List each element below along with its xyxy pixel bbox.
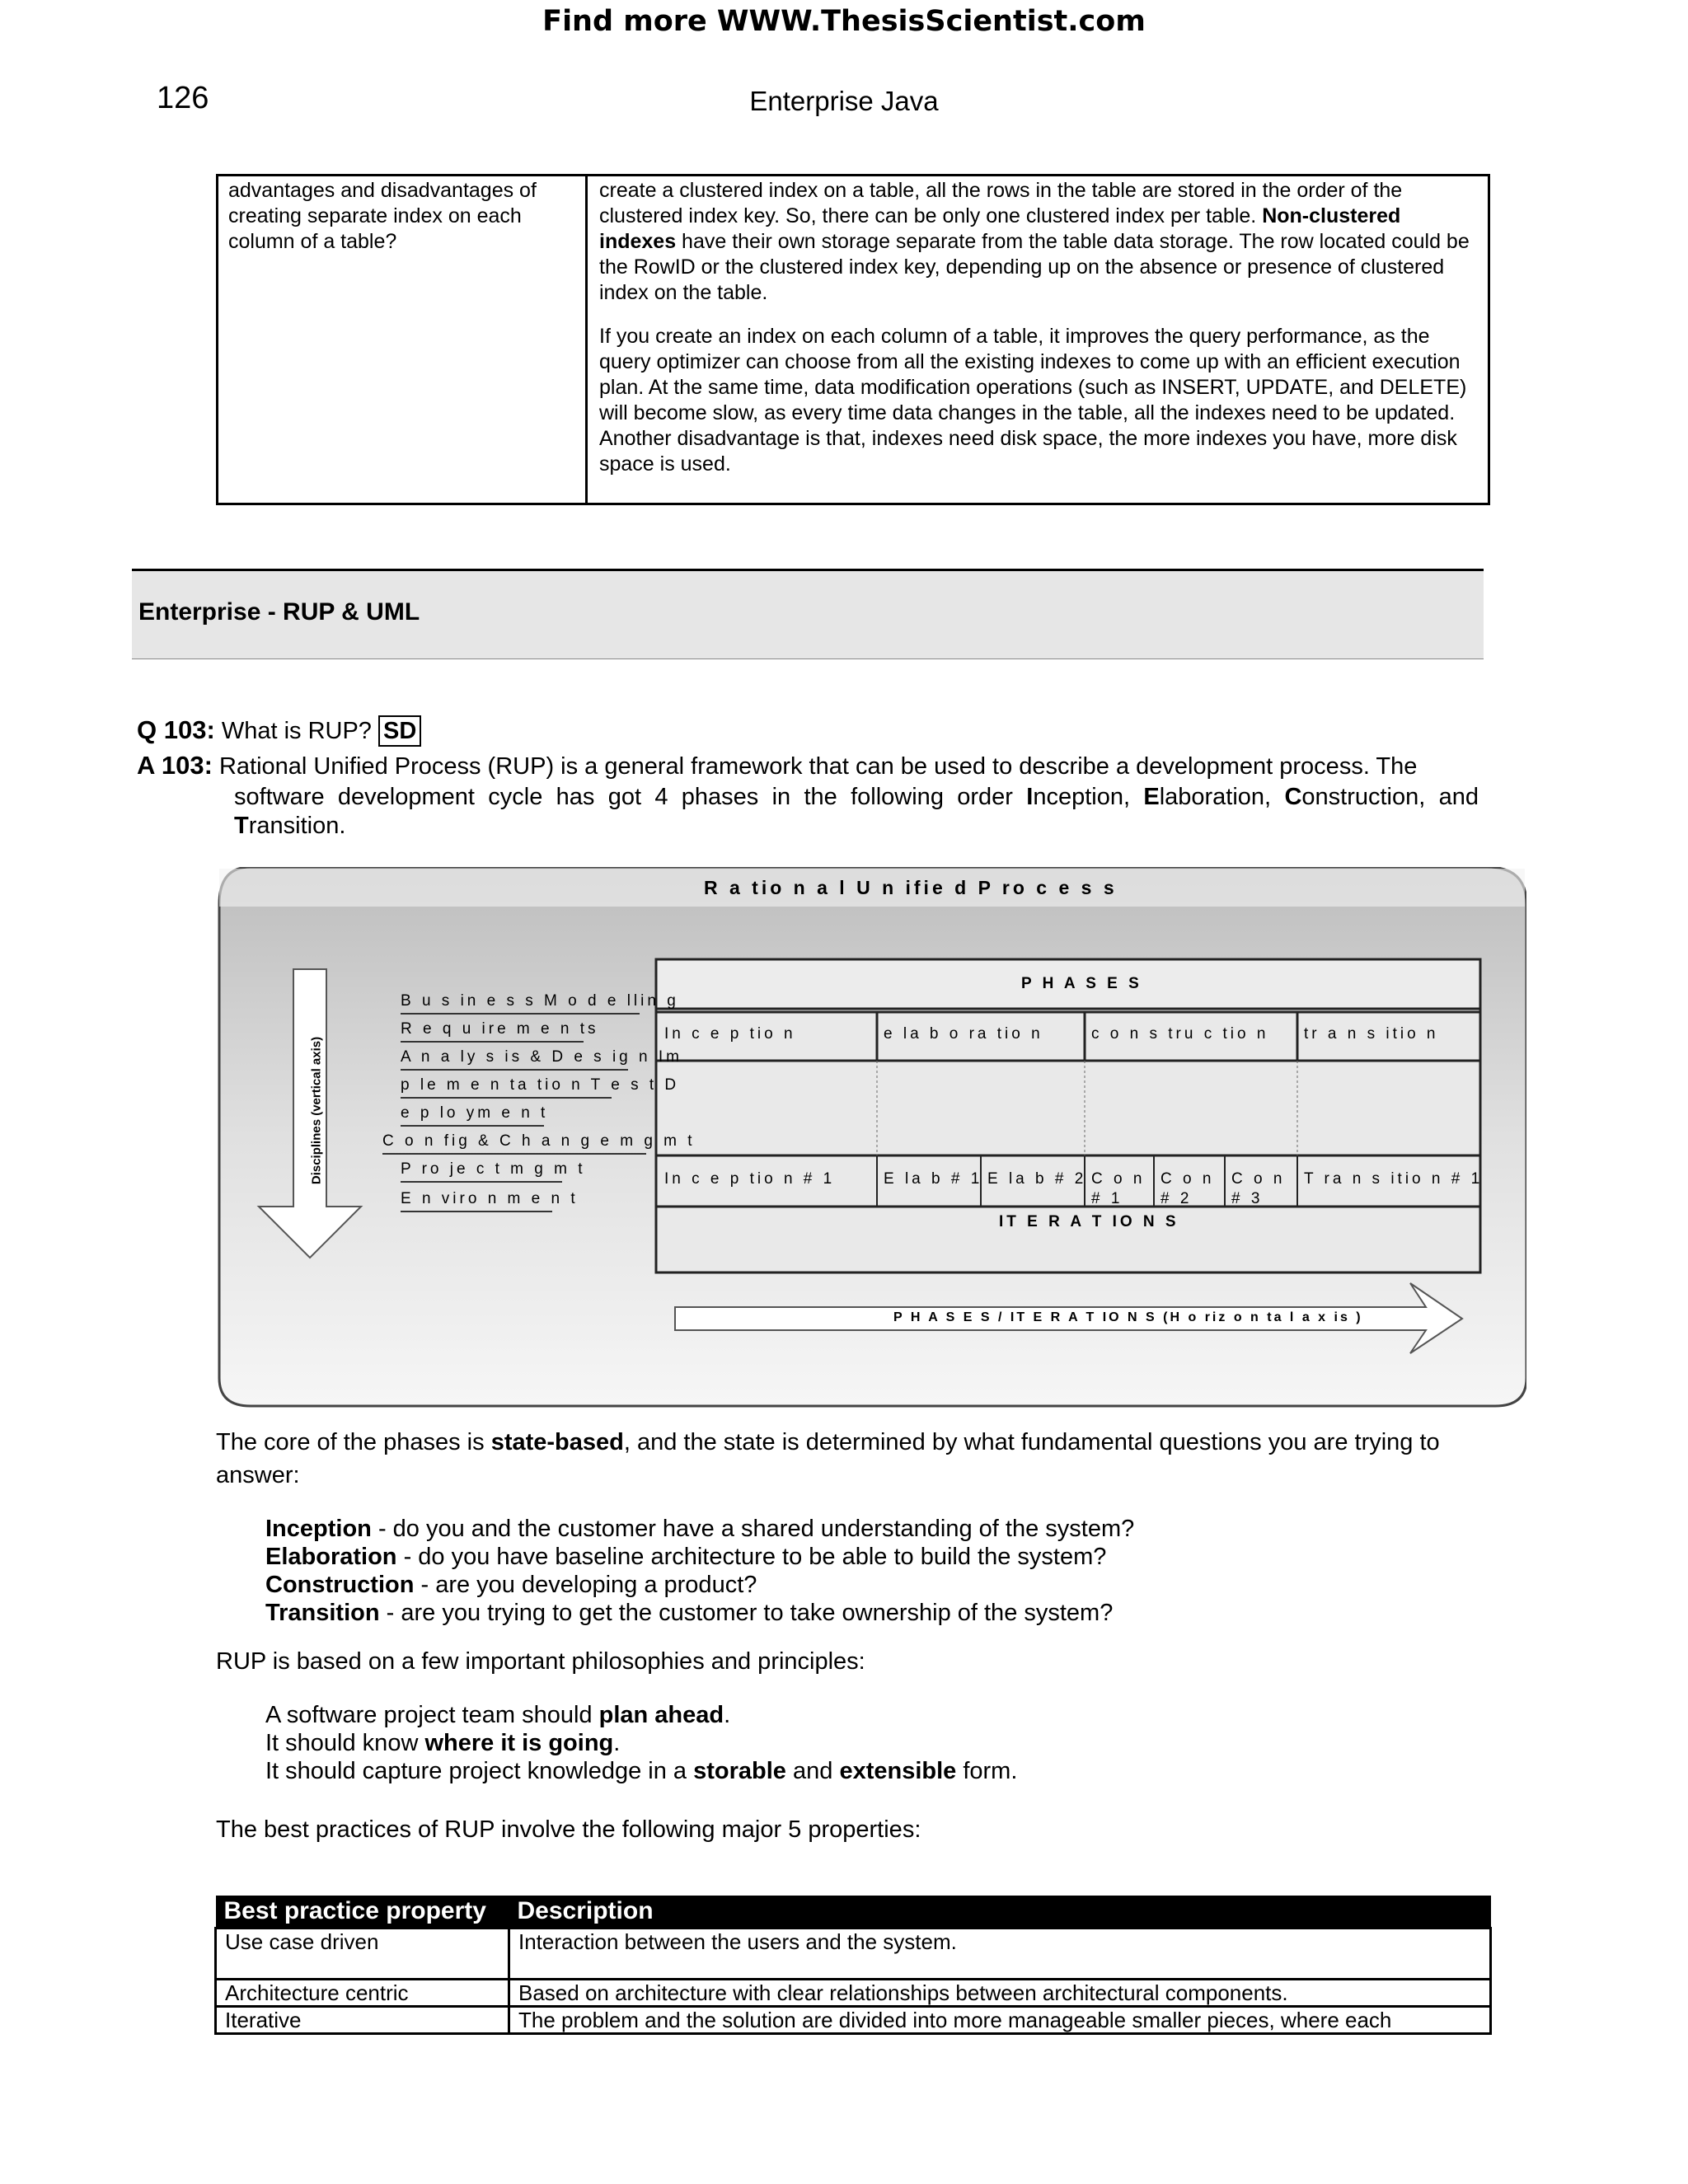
phase-construction: c o n s tru c tio n: [1091, 1025, 1269, 1043]
phase-elaboration: e la b o ra tio n: [884, 1025, 1043, 1043]
iteration-con-1-num: # 1: [1091, 1190, 1123, 1207]
best-practices-table: [214, 1896, 1492, 2035]
discipline-business-modelling: B u s in e s s M o d e llin g: [401, 992, 679, 1010]
phase-transition: tr a n s itio n: [1304, 1025, 1439, 1043]
table-row: [216, 2007, 1491, 2034]
answer-103-line3: Transition.: [234, 813, 346, 839]
list-item: It should know where it is going.: [265, 1730, 621, 1756]
answer-103-line1: A 103: Rational Unified Process (RUP) is a general framework that can be used to describe a development process. The: [137, 751, 1418, 780]
table-cell: Architecture centric: [216, 1980, 509, 2007]
sd-tag: SD: [378, 715, 421, 747]
horizontal-axis-label: P H A S E S / IT E R A T IO N S (H o riz o n ta l a x is ): [893, 1310, 1363, 1324]
diagram-title: R a tio n a l U n ifie d P ro c e s s: [704, 877, 1118, 898]
iteration-elab-2: E la b # 2: [987, 1170, 1087, 1188]
list-item: A software project team should plan ahead.: [265, 1702, 731, 1728]
discipline-project-mgmt: P ro je c t m g m t: [401, 1160, 586, 1178]
philosophies-paragraph: RUP is based on a few important philosophies and principles:: [216, 1648, 865, 1675]
table-row: [216, 1980, 1491, 2007]
list-item: Elaboration - do you have baseline architecture to be able to build the system?: [265, 1544, 1107, 1570]
discipline-implementation-test: p le m e n ta tio n T e s t D: [401, 1076, 680, 1094]
table-cell: Iterative: [216, 2007, 509, 2034]
iteration-con-1: C o n: [1091, 1170, 1146, 1188]
site-banner: Find more WWW.ThesisScientist.com: [542, 5, 1146, 38]
list-item: Transition - are you trying to get the customer to take ownership of the system?: [265, 1600, 1114, 1626]
iteration-elab-1: E la b # 1: [884, 1170, 983, 1188]
answer-paragraph-1: create a clustered index on a table, all the rows in the table are stored in the order of the clustered index key. So, there can be only one clustered index per table. Non-clustered indexes have their own storage separate from the table data storage. The row located could be the RowID or the clustered index key, depending up on the absence or presence of clustered index on the table.: [599, 179, 1470, 304]
iteration-inception-1: In c e p tio n # 1: [664, 1170, 836, 1188]
iteration-con-2: C o n: [1160, 1170, 1215, 1188]
iteration-con-3: C o n: [1231, 1170, 1286, 1188]
table-cell: The problem and the solution are divided into more manageable smaller pieces, where each: [509, 2007, 1491, 2034]
state-based-paragraph: The core of the phases is state-based, and the state is determined by what fundamental questions you are trying to answer:: [216, 1429, 1440, 1488]
best-practices-paragraph: The best practices of RUP involve the following major 5 properties:: [216, 1816, 921, 1843]
table-header-row: [216, 1896, 1491, 1929]
discipline-environment: E n viro n m e n t: [401, 1190, 579, 1207]
table-answer-cell: [588, 176, 1488, 503]
list-item: Construction - are you developing a product?: [265, 1572, 757, 1598]
list-item: It should capture project knowledge in a storable and extensible form.: [265, 1758, 1018, 1784]
table-cell: Interaction between the users and the system.: [509, 1929, 1491, 1980]
page-number: 126: [157, 81, 209, 115]
table-cell: Use case driven: [216, 1929, 509, 1980]
header-property: Best practice property: [216, 1896, 509, 1929]
discipline-analysis-design: A n a ly s is & D e s ig n Im: [401, 1048, 682, 1066]
running-head: Enterprise Java: [749, 86, 939, 116]
header-description: Description: [509, 1896, 1491, 1929]
iteration-con-2-num: # 2: [1160, 1190, 1193, 1207]
discipline-requirements: R e q u ire m e n ts: [401, 1020, 599, 1038]
question-103: Q 103: What is RUP? SD: [137, 715, 421, 747]
phases-label: P H A S E S: [1021, 975, 1142, 992]
answer-paragraph-2: If you create an index on each column of a table, it improves the query performance, as the query optimizer can choose from all the existing indexes to come up with an efficient execution plan. At the same time, data modification operations (such as INSERT, UPDATE, and DELETE) will become slow, as every time data changes in the table, all the indexes need to be updated. Another disadvantage is that, indexes need disk space, the more indexes you have, more disk space is used.: [599, 325, 1467, 476]
answer-103-line2: software development cycle has got 4 phases in the following order Inception, Elaboration, Construction, and: [234, 784, 1479, 810]
table-cell: Based on architecture with clear relationships between architectural components.: [509, 1980, 1491, 2007]
principles-list: [265, 1701, 1485, 1785]
table-row: [216, 1929, 1491, 1980]
phase-questions-list: [265, 1515, 1485, 1627]
vertical-axis-label: Disciplines (vertical axis): [309, 1036, 324, 1185]
table-question-cell: advantages and disadvantages of creating separate index on each column of a table?: [218, 176, 588, 503]
rup-diagram: [218, 867, 1526, 1408]
list-item: Inception - do you and the customer have a shared understanding of the system?: [265, 1516, 1135, 1542]
iteration-transition-1: T ra n s itio n # 1: [1304, 1170, 1484, 1188]
section-header: Enterprise - RUP & UML: [132, 569, 1484, 659]
index-answer-table: [216, 174, 1490, 505]
iteration-con-3-num: # 3: [1231, 1190, 1264, 1207]
discipline-config-change: C o n fig & C h a n g e m g m t: [382, 1132, 696, 1150]
iterations-label: IT E R A T IO N S: [999, 1213, 1179, 1230]
discipline-deployment: e p lo ym e n t: [401, 1104, 549, 1122]
phase-inception: In c e p tio n: [664, 1025, 796, 1043]
